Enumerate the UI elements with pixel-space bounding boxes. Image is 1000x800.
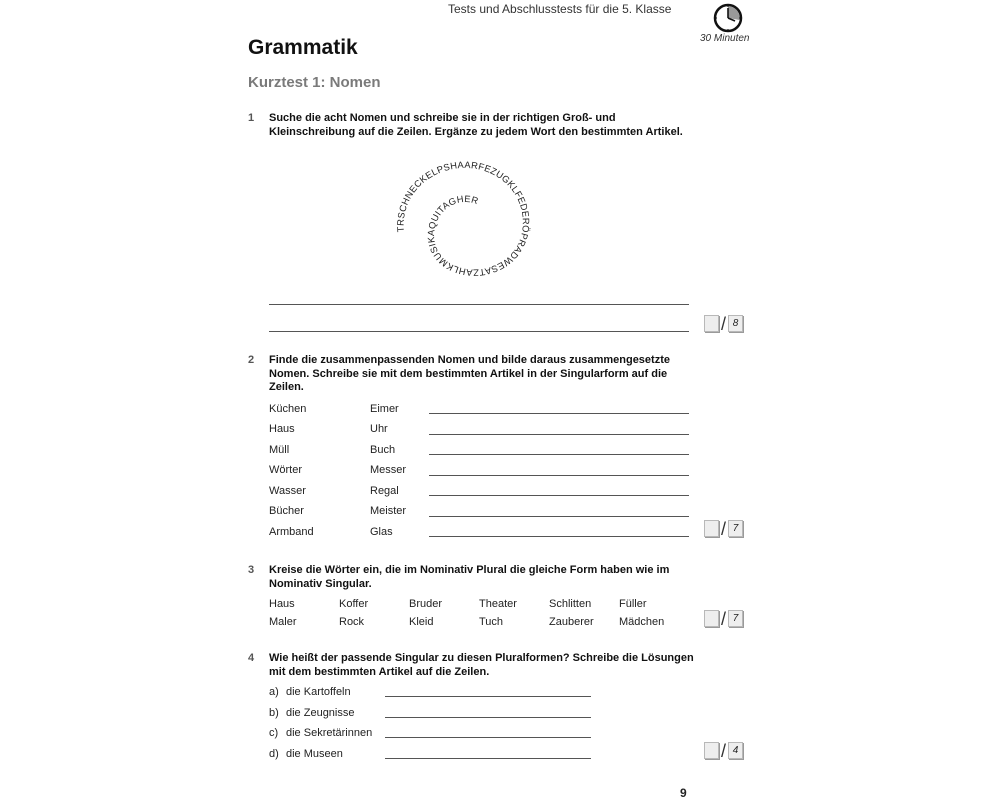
item-letter: a) xyxy=(269,686,279,698)
task-2-number: 2 xyxy=(248,354,255,366)
word-option[interactable]: Kleid xyxy=(409,616,434,628)
score-input-box[interactable] xyxy=(704,315,719,332)
score-input-box[interactable] xyxy=(704,742,719,759)
task-3-number: 3 xyxy=(248,564,255,576)
score-box-task-2: / 7 xyxy=(704,520,743,537)
series-title: Tests und Abschlusstests für die 5. Klasse xyxy=(448,2,672,16)
plural-form: die Zeugnisse xyxy=(286,707,355,719)
page-number: 9 xyxy=(680,786,687,800)
plural-form: die Kartoffeln xyxy=(286,686,351,698)
item-letter: c) xyxy=(269,727,279,739)
answer-line[interactable] xyxy=(385,758,591,759)
task-3-instruction: Kreise die Wörter ein, die im Nominativ Plural die gleiche Form haben wie im Nominativ Singular. xyxy=(269,564,670,590)
word-right: Buch xyxy=(370,444,396,456)
test-subtitle: Kurztest 1: Nomen xyxy=(248,74,381,91)
word-right: Glas xyxy=(370,526,393,538)
letter-spiral xyxy=(390,150,540,280)
answer-line[interactable] xyxy=(429,434,689,435)
task-2-instruction: Finde die zusammenpassenden Nomen und bilde daraus zusammengesetzte Nomen. Schreibe sie mit dem bestimmten Artikel in der Singularform auf die Zeilen. xyxy=(269,354,670,393)
spiral-letters: TRSCHNECKELPSHAARFEZUGKLFEDERÖPRADWESATZAHLKMUSIKAQUITAGHER xyxy=(395,159,531,278)
word-right: Messer xyxy=(370,464,407,476)
answer-line[interactable] xyxy=(429,475,689,476)
score-input-box[interactable] xyxy=(704,610,719,627)
word-right: Uhr xyxy=(370,423,388,435)
word-option[interactable]: Schlitten xyxy=(549,598,592,610)
item-letter: b) xyxy=(269,707,279,719)
word-left: Armband xyxy=(269,526,314,538)
task-4-instruction: Wie heißt der passende Singular zu diesen Pluralformen? Schreibe die Lösungen mit dem bestimmten Artikel auf die Zeilen. xyxy=(269,652,694,678)
answer-line[interactable] xyxy=(429,495,689,496)
plural-form: die Museen xyxy=(286,748,343,760)
answer-line[interactable] xyxy=(429,413,689,414)
word-option[interactable]: Bruder xyxy=(409,598,443,610)
score-box-task-3: / 7 xyxy=(704,610,743,627)
task-1-instruction: Suche die acht Nomen und schreibe sie in der richtigen Groß- und Kleinschreibung auf die Zeilen. Ergänze zu jedem Wort den bestimmten Artikel. xyxy=(269,112,683,138)
word-right: Eimer xyxy=(370,403,399,415)
answer-line[interactable] xyxy=(385,717,591,718)
word-left: Wörter xyxy=(269,464,302,476)
answer-line[interactable] xyxy=(429,516,689,517)
clock-icon xyxy=(712,3,744,33)
word-option[interactable]: Tuch xyxy=(479,616,504,628)
word-option[interactable]: Zauberer xyxy=(549,616,594,628)
max-points: 4 xyxy=(728,742,743,759)
answer-line[interactable] xyxy=(429,536,689,537)
task-4-number: 4 xyxy=(248,652,255,664)
word-option[interactable]: Füller xyxy=(619,598,647,610)
max-points: 7 xyxy=(728,520,743,537)
word-right: Meister xyxy=(370,505,407,517)
max-points: 7 xyxy=(728,610,743,627)
answer-line[interactable] xyxy=(385,696,591,697)
word-left: Küchen xyxy=(269,403,307,415)
word-left: Bücher xyxy=(269,505,304,517)
word-left: Müll xyxy=(269,444,290,456)
word-option[interactable]: Haus xyxy=(269,598,295,610)
answer-line[interactable] xyxy=(269,304,689,305)
score-box-task-1: / 8 xyxy=(704,315,743,332)
score-input-box[interactable] xyxy=(704,520,719,537)
plural-form: die Sekretärinnen xyxy=(286,727,373,739)
answer-line[interactable] xyxy=(429,454,689,455)
page-title: Grammatik xyxy=(248,36,358,59)
svg-text:TRSCHNECKELPSHAARFEZUGKLFEDERÖ xyxy=(396,160,531,278)
word-option[interactable]: Rock xyxy=(339,616,365,628)
max-points: 8 xyxy=(728,315,743,332)
word-option[interactable]: Mädchen xyxy=(619,616,665,628)
word-option[interactable]: Koffer xyxy=(339,598,369,610)
answer-line[interactable] xyxy=(385,737,591,738)
word-left: Haus xyxy=(269,423,295,435)
score-box-task-4: / 4 xyxy=(704,742,743,759)
word-option[interactable]: Theater xyxy=(479,598,517,610)
time-limit: 30 Minuten xyxy=(700,33,750,44)
word-option[interactable]: Maler xyxy=(269,616,297,628)
word-left: Wasser xyxy=(269,485,306,497)
word-right: Regal xyxy=(370,485,399,497)
item-letter: d) xyxy=(269,748,279,760)
answer-line[interactable] xyxy=(269,331,689,332)
task-1-number: 1 xyxy=(248,112,255,124)
